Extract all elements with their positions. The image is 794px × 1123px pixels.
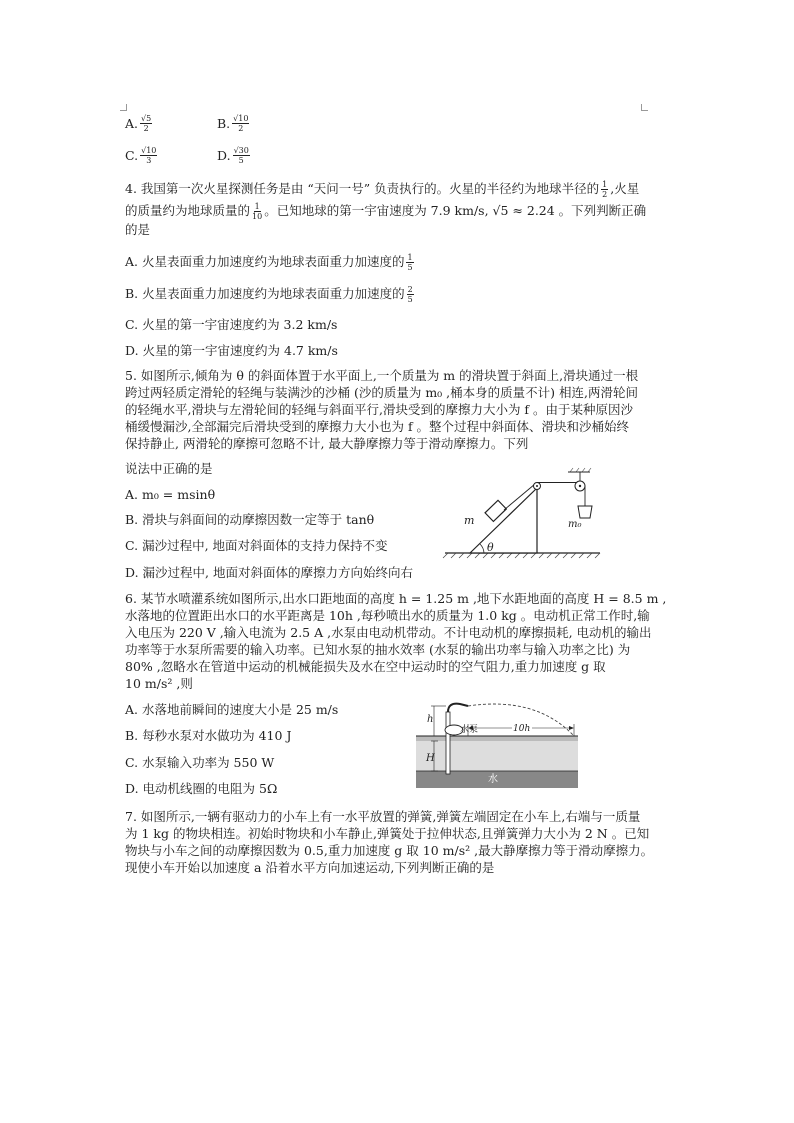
q5-line-5: 保持静止, 两滑轮的摩擦可忽略不计, 最大静摩擦力等于滑动摩擦力。下列 (125, 436, 529, 451)
q6-option-b: B. 每秒水泵对水做功为 410 J (125, 728, 292, 743)
q4-option-c: C. 火星的第一宇宙速度约为 3.2 km/s (125, 317, 338, 332)
figure-label-10h: 10h (513, 724, 531, 734)
margin-corner-mark (641, 104, 648, 111)
q6-line-3: 入电压为 220 V ,输入电流为 2.5 A ,水泵由电动机带动。不计电动机的摩擦损耗, 电动机的输出 (125, 625, 652, 640)
fraction-numerator: 1 (254, 202, 260, 211)
q5-line-6: 说法中正确的是 (125, 461, 213, 476)
q4-line-2 (125, 202, 646, 221)
fraction-denominator: 2 (143, 124, 149, 133)
text: 的质量约为地球质量的 (125, 203, 251, 218)
q3-option-d (217, 146, 252, 165)
q5-option-b: B. 滑块与斜面间的动摩擦因数一定等于 tanθ (125, 512, 375, 527)
text: A. 火星表面重力加速度约为地球表面重力加速度的 (125, 254, 405, 269)
q6-line-5: 80% ,忽略水在管道中运动的机械能损失及水在空中运动时的空气阻力,重力加速度 g 取 (125, 659, 606, 674)
fraction-denominator: 2 (602, 190, 608, 199)
fraction-denominator: 5 (407, 263, 413, 272)
fraction-numerator: 2 (407, 285, 413, 294)
text: ,火星 (610, 181, 640, 196)
q5-line-1: 5. 如图所示,倾角为 θ 的斜面体置于水平面上,一个质量为 m 的滑块置于斜面上,滑块通过一根 (125, 368, 639, 383)
fraction (140, 114, 152, 133)
fraction (233, 146, 250, 165)
figure-label-m0: m₀ (568, 519, 582, 530)
figure-label-m: m (464, 514, 475, 527)
fraction (140, 146, 157, 165)
fraction-numerator: √30 (233, 146, 249, 155)
q5-line-2: 跨过两轻质定滑轮的轻绳与装满沙的沙桶 (沙的质量为 m₀ ,桶本身的质量不计) 相连,两滑轮间 (125, 385, 638, 400)
q6-line-2: 水落地的位置距出水口的水平距离是 10h ,每秒喷出水的质量为 1.0 kg 。电动机正常工作时,输 (125, 608, 650, 623)
q5-line-3: 的轻绳水平,滑块与左滑轮间的轻绳与斜面平行,滑块受到的摩擦力大小为 f 。由于某种原因沙 (125, 402, 634, 417)
fraction-numerator: 1 (407, 253, 413, 262)
fraction-denominator: 5 (238, 156, 244, 165)
figure-label-theta: θ (487, 541, 494, 554)
q6-option-d: D. 电动机线圈的电阻为 5Ω (125, 781, 278, 796)
q5-option-c: C. 漏沙过程中, 地面对斜面体的支持力保持不变 (125, 538, 388, 553)
text: 4. 我国第一次火星探测任务是由 “天问一号” 负责执行的。火星的半径约为地球半径的 (125, 181, 600, 196)
text: B. 火星表面重力加速度约为地球表面重力加速度的 (125, 286, 405, 301)
fraction (601, 180, 608, 199)
option-letter: B. (217, 116, 231, 131)
q3-option-a (125, 114, 154, 133)
q6-line-4: 功率等于水泵所需要的输入功率。已知水泵的抽水效率 (水泵的输出功率与输入功率之比) 为 (125, 642, 631, 657)
q6-line-1: 6. 某节水喷灌系统如图所示,出水口距地面的高度 h = 1.25 m ,地下水距地面的高度 H = 8.5 m , (125, 591, 667, 606)
fraction-numerator: √5 (141, 114, 152, 123)
fraction (407, 285, 414, 304)
option-letter: D. (217, 148, 231, 163)
q6-option-a: A. 水落地前瞬间的速度大小是 25 m/s (125, 702, 339, 717)
fraction-denominator: 2 (238, 124, 244, 133)
fraction-numerator: 1 (602, 180, 608, 189)
margin-corner-mark (120, 104, 127, 111)
figure-label-pump: 水泵 (460, 725, 479, 735)
fraction (232, 114, 249, 133)
fraction-denominator: 5 (407, 295, 413, 304)
fraction-denominator: 3 (146, 156, 152, 165)
option-letter: A. (125, 116, 139, 131)
q7-line-3: 物块与小车之间的动摩擦因数为 0.5,重力加速度 g 取 10 m/s² ,最大静摩擦力等于滑动摩擦力。 (125, 843, 654, 858)
fraction (252, 202, 262, 221)
q6-option-c: C. 水泵输入功率为 550 W (125, 755, 275, 770)
q4-option-d: D. 火星的第一宇宙速度约为 4.7 km/s (125, 343, 338, 358)
option-letter: C. (125, 148, 139, 163)
q6-line-6: 10 m/s² ,则 (125, 676, 193, 691)
fraction-denominator: 10 (252, 212, 263, 221)
text: 。已知地球的第一宇宙速度为 7.9 km/s, √5 ≈ 2.24 。下列判断正确 (264, 203, 647, 218)
q7-line-4: 现使小车开始以加速度 a 沿着水平方向加速运动,下列判断正确的是 (125, 860, 495, 875)
q7-line-2: 为 1 kg 的物块相连。初始时物块和小车静止,弹簧处于拉伸状态,且弹簧弹力大小为 2 N 。已知 (125, 826, 650, 841)
q3-option-b (217, 114, 251, 133)
figure-label-H: H (426, 753, 435, 764)
q4-line-1 (125, 180, 639, 199)
fraction-numerator: √10 (233, 114, 249, 123)
figure-label-h: h (427, 714, 434, 725)
fraction-numerator: √10 (141, 146, 157, 155)
q4-option-a (125, 253, 416, 272)
irrigation-figure (416, 698, 584, 790)
q5-option-d: D. 漏沙过程中, 地面对斜面体的摩擦力方向始终向右 (125, 565, 413, 580)
fraction (406, 253, 413, 272)
q3-option-c (125, 146, 159, 165)
q5-line-4: 桶缓慢漏沙,全部漏完后滑块受到的摩擦力大小也为 f 。整个过程中斜面体、滑块和沙桶始终 (125, 419, 630, 434)
q5-option-a: A. m₀ = msinθ (125, 487, 216, 502)
q4-line-3: 的是 (125, 222, 151, 237)
figure-label-water: 水 (488, 774, 498, 785)
q7-line-1: 7. 如图所示,一辆有驱动力的小车上有一水平放置的弹簧,弹簧左端固定在小车上,右端与一质量 (125, 809, 641, 824)
q4-option-b (125, 285, 416, 304)
